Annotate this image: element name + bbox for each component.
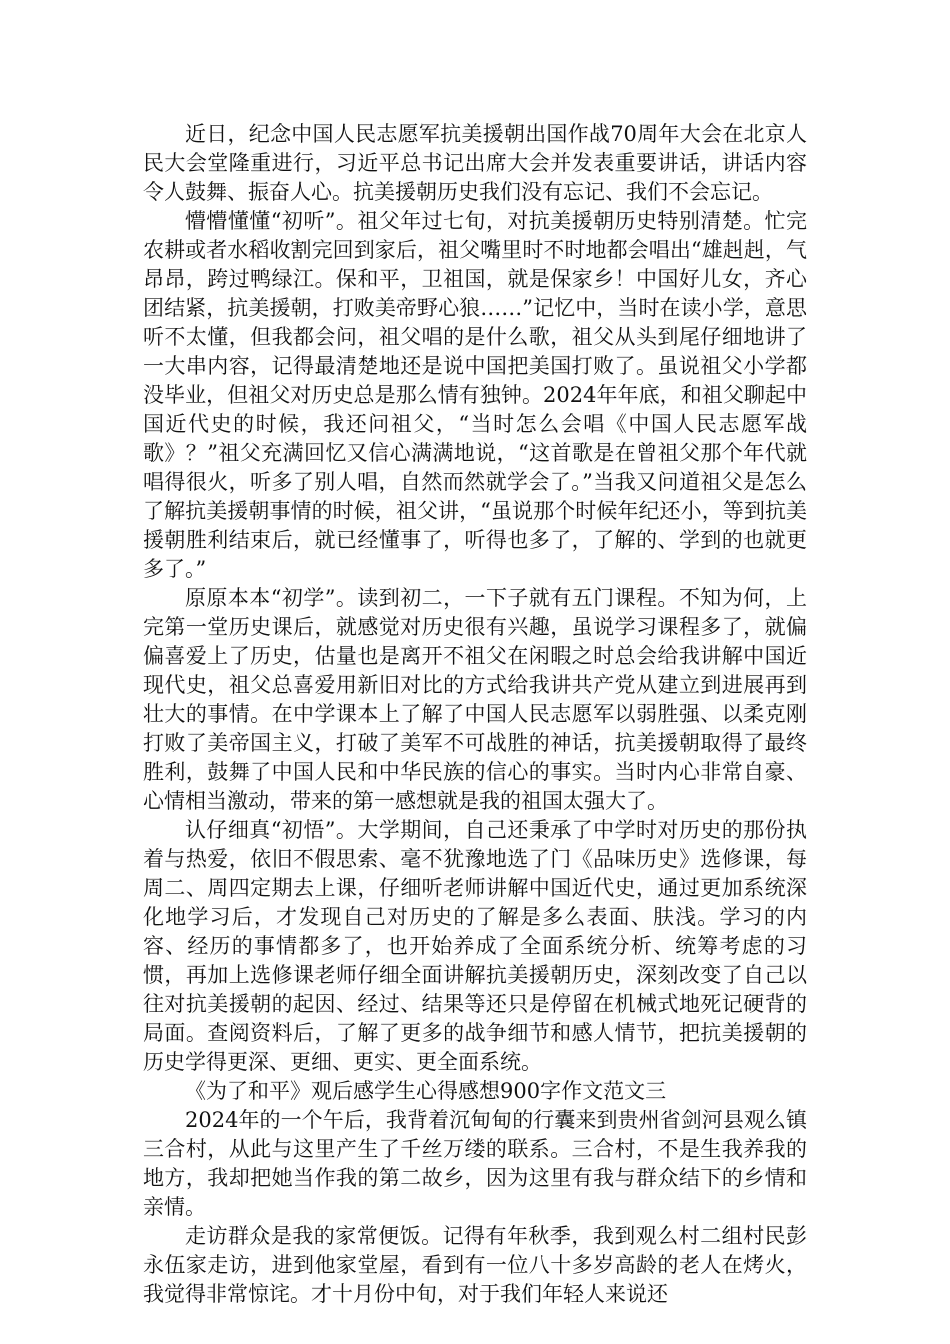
document-body [143,120,807,1309]
first-insight-paragraph: 认仔细真“初悟”。大学期间，自己还秉承了中学时对历史的那份执着与热爱，依旧不假思索、毫不犹豫地选了门《品味历史》选修课，每周二、周四定期去上课，仔细听老师讲解中国近代史，通过更加系统深化地学习后，才发现自己对历史的了解是多么表面、肤浅。学习的内容、经历的事情都多了，也开始养成了全面系统分析、统筹考虑的习惯，再加上选修课老师仔细全面讲解抗美援朝历史，深刻改变了自己以往对抗美援朝的起因、经过、结果等还只是停留在机械式地死记硬背的局面。查阅资料后，了解了更多的战争细节和感人情节，把抗美援朝的历史学得更深、更细、更实、更全面系统。 [143,818,807,1074]
section-title: 《为了和平》观后感学生心得感想900字作文范文三 [185,1079,667,1103]
first-study-paragraph: 原原本本“初学”。读到初二，一下子就有五门课程。不知为何，上完第一堂历史课后，就感觉对历史很有兴趣，虽说学习课程多了，就偏偏喜爱上了历史，估量也是离开不祖父在闲暇之时总会给我讲解中国近现代史，祖父总喜爱用新旧对比的方式给我讲共产党从建立到进展再到壮大的事情。在中学课本上了解了中国人民志愿军以弱胜强、以柔克刚打败了美帝国主义，打破了美军不可战胜的神话，抗美援朝取得了最终胜利，鼓舞了中国人民和中华民族的信心的事实。当时内心非常自豪、心情相当激动，带来的第一感想就是我的祖国太强大了。 [143,586,807,813]
village-paragraph: 2024年的一个午后，我背着沉甸甸的行囊来到贵州省剑河县观么镇三合村，从此与这里产生了千丝万缕的联系。三合村，不是生我养我的地方，我却把她当作我的第二故乡，因为这里有我与群众结下的乡情和亲情。 [143,1108,807,1219]
first-listen-paragraph: 懵懵懂懂“初听”。祖父年过七旬，对抗美援朝历史特别清楚。忙完农耕或者水稻收割完回到家后，祖父嘴里时不时地都会唱出“雄赳赳，气昂昂，跨过鸭绿江。保和平，卫祖国，就是保家乡！中国好儿女，齐心团结紧，抗美援朝，打败美帝野心狼……”记忆中，当时在读小学，意思听不太懂，但我都会问，祖父唱的是什么歌，祖父从头到尾仔细地讲了一大串内容，记得最清楚地还是说中国把美国打败了。虽说祖父小学都没毕业，但祖父对历史总是那么情有独钟。2024年年底，和祖父聊起中国近代史的时候，我还问祖父，“当时怎么会唱《中国人民志愿军战歌》？”祖父充满回忆又信心满满地说，“这首歌是在曾祖父那个年代就唱得很火，听多了别人唱，自然而然就学会了。”当我又问道祖父是怎么了解抗美援朝事情的时候，祖父讲，“虽说那个时候年纪还小，等到抗美援朝胜利结束后，就已经懂事了，听得也多了，了解的、学到的也就更多了。” [143,209,807,581]
intro-paragraph: 近日，纪念中国人民志愿军抗美援朝出国作战70周年大会在北京人民大会堂隆重进行，习近平总书记出席大会并发表重要讲话，讲话内容令人鼓舞、振奋人心。抗美援朝历史我们没有忘记、我们不会忘记。 [143,122,807,204]
visit-paragraph: 走访群众是我的家常便饭。记得有年秋季，我到观么村二组村民彭永伍家走访，进到他家堂屋，看到有一位八十多岁高龄的老人在烤火，我觉得非常惊诧。才十月份中旬，对于我们年轻人来说还 [143,1224,807,1306]
